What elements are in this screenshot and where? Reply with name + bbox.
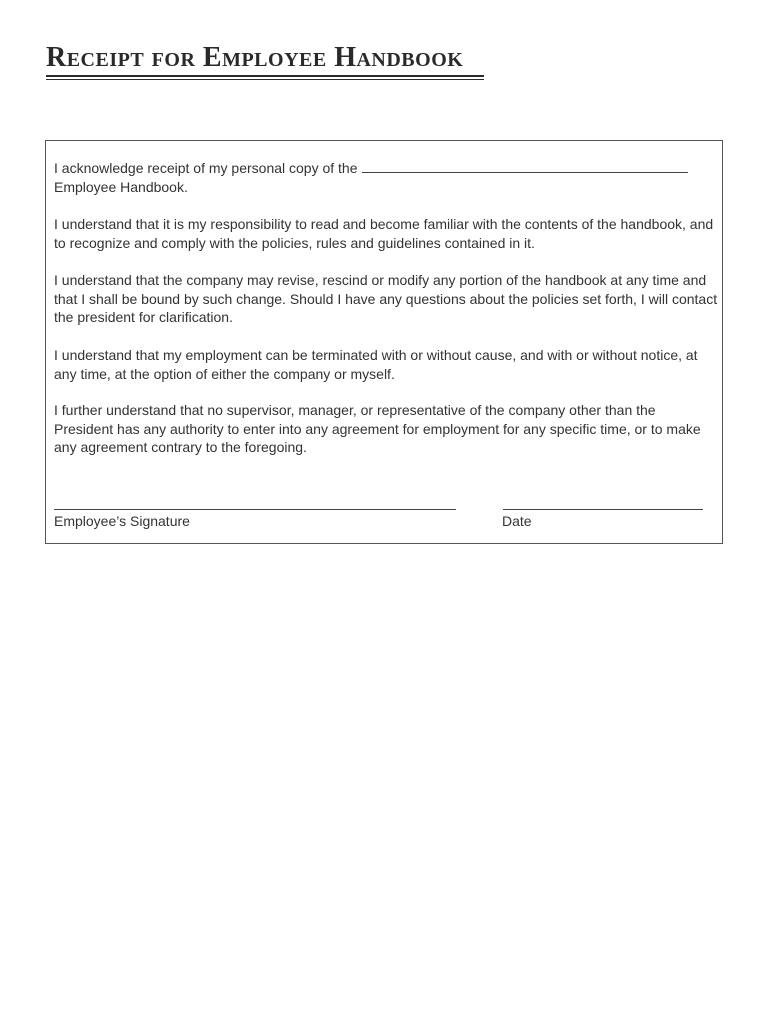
- signature-label: Employee’s Signature: [54, 513, 190, 529]
- handbook-name-blank[interactable]: [362, 160, 688, 173]
- paragraph-authority: I further understand that no supervisor, manager, or representative of the company other than the President has any authority to enter into any agreement for employment for any specific time, or to make any agreement contrary to the foregoing.: [54, 402, 701, 455]
- receipt-box: [45, 140, 723, 544]
- acknowledge-prefix: I acknowledge receipt of my personal copy of the: [54, 160, 358, 176]
- paragraph-termination: I understand that my employment can be terminated with or without cause, and with or without notice, at any time, at the option of either the company or myself.: [54, 347, 698, 382]
- title-underline: [46, 75, 484, 80]
- signature-line[interactable]: [54, 509, 456, 510]
- paragraph-responsibility: I understand that it is my responsibility to read and become familiar with the contents of the handbook, and to recognize and comply with the policies, rules and guidelines contained in it.: [54, 216, 714, 251]
- title-block: [46, 42, 484, 80]
- paragraph-revisions: I understand that the company may revise, rescind or modify any portion of the handbook at any time and that I shall be bound by such change. Should I have any questions about the policies set forth, I will contact the president for clarification.: [54, 272, 718, 325]
- page-title: Receipt for Employee Handbook: [46, 42, 464, 73]
- date-label: Date: [502, 513, 532, 529]
- acknowledge-paragraph: [54, 159, 718, 196]
- acknowledge-suffix: Employee Handbook.: [54, 178, 188, 195]
- date-line[interactable]: [503, 509, 703, 510]
